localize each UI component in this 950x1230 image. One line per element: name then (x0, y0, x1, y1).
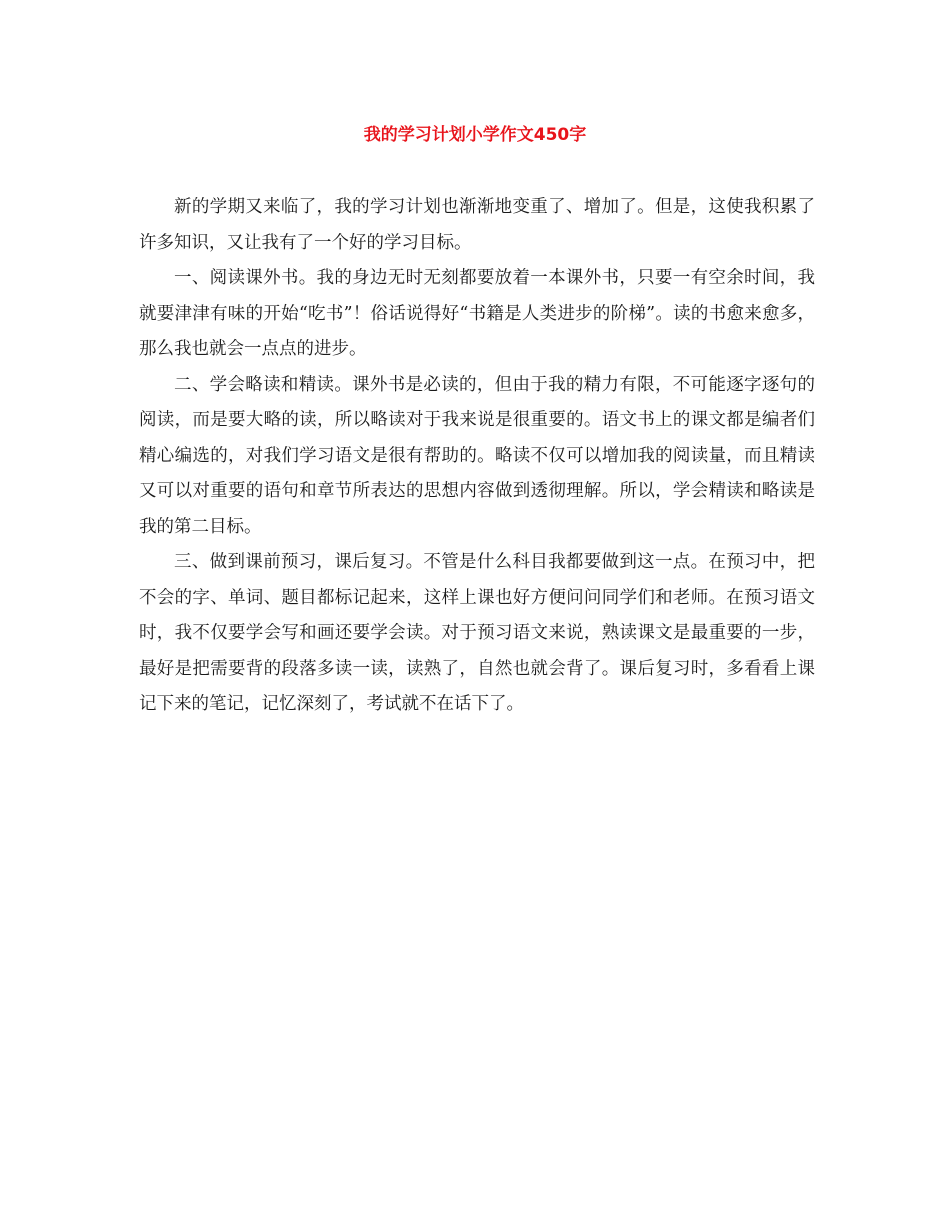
page-title: 我的学习计划小学作文450字 (363, 125, 587, 145)
paragraph-intro: 新的学期又来临了，我的学习计划也渐渐地变重了、增加了。但是，这使我积累了许多知识，又让我有了一个好的学习目标。 (139, 197, 815, 253)
article-body (139, 190, 815, 723)
paragraph-reading: 一、阅读课外书。我的身边无时无刻都要放着一本课外书，只要一有空余时间，我就要津津有味的开始“吃书”！俗话说得好“书籍是人类进步的阶梯”。读的书愈来愈多，那么我也就会一点点的进步。 (139, 268, 815, 359)
paragraph-preview-review: 三、做到课前预习，课后复习。不管是什么科目我都要做到这一点。在预习中，把不会的字、单词、题目都标记起来，这样上课也好方便问问同学们和老师。在预习语文时，我不仅要学会写和画还要学会读。对于预习语文来说，熟读课文是最重要的一步，最好是把需要背的段落多读一读，读熟了，自然也就会背了。课后复习时，多看看上课记下来的笔记，记忆深刻了，考试就不在话下了。 (139, 552, 815, 714)
paragraph-skimming: 二、学会略读和精读。课外书是必读的，但由于我的精力有限，不可能逐字逐句的阅读，而是要大略的读，所以略读对于我来说是很重要的。语文书上的课文都是编者们精心编选的，对我们学习语文是很有帮助的。略读不仅可以增加我的阅读量，而且精读又可以对重要的语句和章节所表达的思想内容做到透彻理解。所以，学会精读和略读是我的第二目标。 (139, 374, 815, 537)
